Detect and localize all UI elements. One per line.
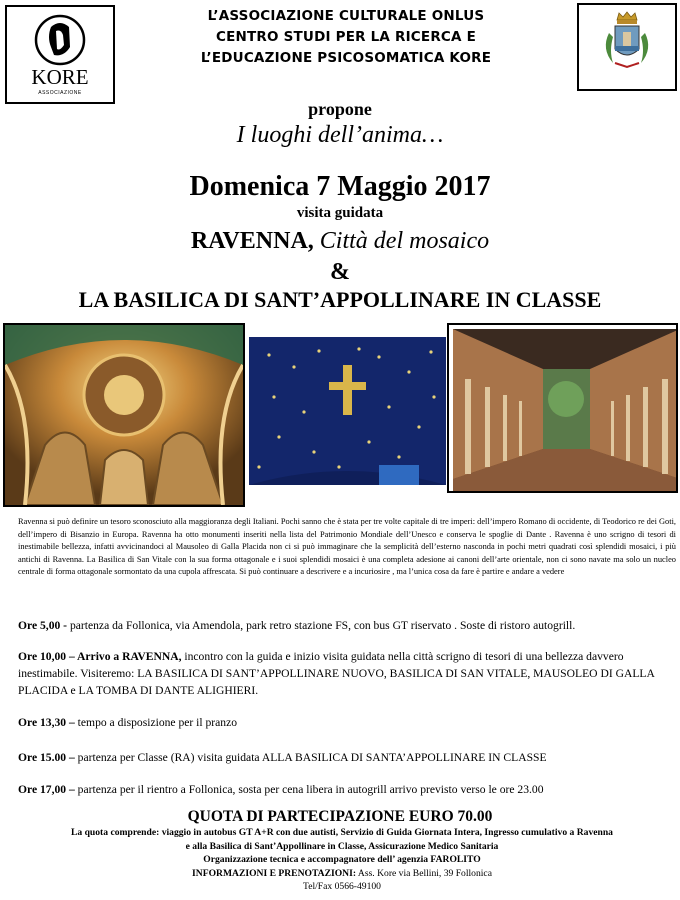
ampersand: & (330, 259, 350, 285)
schedule-text: incontro con la guida e inizio visita guidata nella città scrigno di tesori di una bellezza davvero inestimabile. Visiteremo: LA BASILICA DI SANT’APPOLLINARE NUOVO, BASILICA DI SAN VITALE, MAUSOLEO DI GALLA PLACIDA e LA TOMBA DI DANTE ALIGHIERI. (18, 650, 655, 697)
info-address: Ass. Kore via Bellini, 39 Follonica (356, 867, 492, 879)
header-line-3: L’EDUCAZIONE PSICOSOMATICA KORE (200, 50, 492, 66)
schedule-item (18, 648, 674, 699)
footer-line-2: e alla Basilica di Sant’Appollinare in Classe, Assicurazione Medico Sanitaria (185, 840, 499, 852)
schedule-item (18, 781, 674, 798)
propone-label: propone (308, 99, 372, 119)
mosaic-dome-image (5, 325, 243, 505)
coat-of-arms-icon (579, 5, 675, 89)
schedule-item (18, 617, 674, 634)
association-header (120, 6, 572, 69)
schedule-time: Ore 10,00 – Arrivo a RAVENNA, (18, 650, 182, 663)
mosaic-dome-photo (3, 323, 245, 507)
ravenna-description: Ravenna si può definire un tesoro sconosciuto alla maggioranza degli Italiani. Pochi sanno che è stata per tre volte capitale di tre imperi: dell’impero Romano di occidente, di Teodorico re dei Goti, dell’impero di Bisanzio in Europa. Ravenna ha otto monumenti inseriti nella lista del Patrimonio Mondiale dell’Unesco e conserva le spoglie di Dante . Ravenna è uno scrigno di tesori di inestimabile bellezza, infatti avvicinandoci al Mausoleo di Galla Placida non ci si può immaginare che la semplicità dell’esterno nasconda in pochi metri quadrati così splendidi mosaici, i più antichi di Ravenna. La Basilica di San Vitale con la sua forma ottagonale e i suoi splendidi mosaici è una completa adesione ai canoni dell’arte orientale, non ci sono navate ma solo un nucleo centrale di forma ottagonale sormontato da una cupola affrescata. Si può continuare a descrivere e a incuriosire , ma l’unica cosa da fare è partire e andare a vedere (18, 517, 676, 577)
schedule-time: Ore 5,00 - (18, 619, 68, 632)
starry-mosaic-ceiling-photo (249, 337, 446, 485)
event-subtitle: I luoghi dell’anima… (236, 122, 444, 148)
city-title (0, 228, 680, 255)
price-heading: QUOTA DI PARTECIPAZIONE EURO 70.00 (187, 808, 493, 825)
city-name: RAVENNA, (190, 228, 314, 254)
footer-line-3: Organizzazione tecnica e accompagnatore dell’ agenzia FAROLITO (203, 854, 481, 865)
schedule-item (18, 749, 674, 766)
header-line-2: CENTRO STUDI PER LA RICERCA E (215, 29, 476, 45)
basilica-interior-photo (447, 323, 678, 493)
basilica-title: LA BASILICA DI SANT’APPOLLINARE IN CLASSE (78, 287, 602, 312)
schedule-time: Ore 13,30 – (18, 716, 75, 729)
footer-info (14, 826, 670, 894)
coat-of-arms-box (577, 3, 677, 91)
visit-type: visita guidata (296, 205, 384, 221)
event-date: Domenica 7 Maggio 2017 (189, 171, 491, 202)
schedule-text: partenza per il rientro a Follonica, sosta per cena libera in autogrill arrivo previsto verso le ore 23.00 (74, 783, 544, 796)
footer-line-1: La quota comprende: viaggio in autobus GT A+R con due autisti, Servizio di Guida Giornata Intera, Ingresso cumulativo a Ravenna (71, 827, 613, 838)
schedule-text: tempo a disposizione per il pranzo (74, 716, 238, 729)
schedule-item (18, 714, 674, 731)
kore-logo-name: KORE (31, 65, 89, 89)
info-label: INFORMAZIONI E PRENOTAZIONI: (192, 867, 357, 879)
kore-logo-tag: ASSOCIAZIONE (38, 90, 82, 96)
footer-line-4 (14, 867, 670, 881)
header-line-1: L’ASSOCIAZIONE CULTURALE ONLUS (207, 8, 485, 24)
schedule-time: Ore 17,00 – (18, 783, 75, 796)
schedule-text: partenza per Classe (RA) visita guidata ALLA BASILICA DI SANTA’APPOLLINARE IN CLASSE (74, 751, 547, 764)
city-tagline: Città del mosaico (319, 228, 490, 254)
schedule-text: partenza da Follonica, via Amendola, park retro stazione FS, con bus GT riservato . Soste di ristoro autogrill. (67, 619, 576, 632)
basilica-interior-image (453, 329, 678, 493)
starry-ceiling-image (249, 337, 446, 485)
schedule-time: Ore 15.00 – (18, 751, 75, 764)
kore-logo-box (5, 5, 115, 104)
footer-phone: Tel/Fax 0566-49100 (303, 881, 381, 892)
